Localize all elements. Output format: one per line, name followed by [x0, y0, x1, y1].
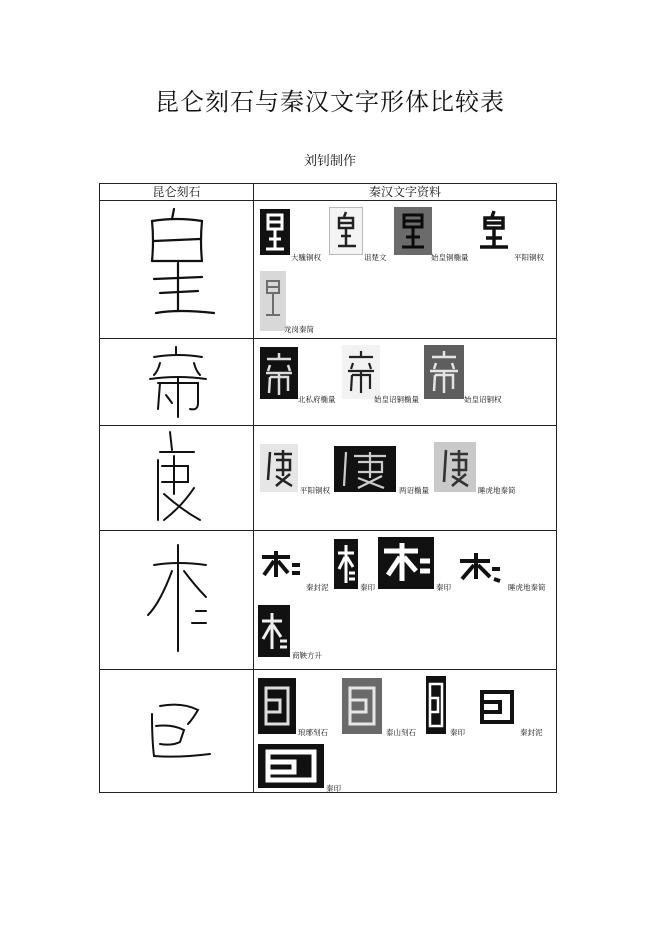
author-credit: 刘钊制作 [303, 154, 356, 169]
table-header-row [100, 184, 557, 201]
rubbing-image [424, 345, 464, 399]
kunlun-glyph-shi [102, 426, 252, 530]
rubbing-image [476, 209, 512, 253]
kunlun-glyph-cell [100, 339, 254, 426]
sample-caption: 始皇诏铜椭量 [374, 395, 419, 404]
rubbing-image [394, 207, 432, 255]
sample-caption: 大騩铜权 [291, 253, 321, 262]
column-header-qinhan: 秦汉文字资料 [254, 184, 557, 201]
sample-caption: 秦印 [436, 583, 451, 592]
sample-caption: 始皇诏铜权 [464, 395, 502, 404]
sample-caption: 两诏椭量 [399, 486, 429, 495]
rubbing-image [334, 446, 396, 492]
sample-caption: 秦封泥 [520, 728, 543, 737]
rubbing-image [342, 678, 382, 734]
rubbing-image [378, 537, 434, 589]
table-row [100, 670, 557, 793]
kunlun-glyph-cell [100, 201, 254, 339]
kunlun-glyph-di [102, 339, 252, 425]
table-row [100, 201, 557, 339]
sample-caption: 秦印 [360, 583, 375, 592]
kunlun-glyph-chen [102, 670, 252, 792]
sample-caption: 商鞅方升 [292, 651, 322, 660]
column-header-kunlun: 昆仑刻石 [100, 184, 254, 201]
table-row [100, 426, 557, 531]
rubbing-image [258, 678, 296, 734]
rubbing-image [258, 744, 324, 788]
sample-caption: 龙岗秦简 [284, 325, 314, 334]
bamboo-slip-image [434, 442, 476, 492]
rubbing-image [426, 676, 446, 734]
sample-caption: 睡虎地秦简 [508, 583, 546, 592]
sample-cell [254, 531, 557, 670]
kunlun-glyph-wudafu [102, 531, 252, 669]
sample-caption: 睡虎地秦简 [478, 486, 516, 495]
sample-caption: 北私府椭量 [298, 395, 336, 404]
kunlun-glyph-cell [100, 531, 254, 670]
comparison-table [99, 183, 557, 793]
rubbing-image [334, 539, 358, 589]
sample-caption: 平阳铜权 [514, 253, 544, 262]
sample-cell [254, 201, 557, 339]
rubbing-image [260, 444, 298, 492]
rubbing-image [260, 209, 290, 255]
sample-caption: 平阳铜权 [300, 486, 330, 495]
kunlun-glyph-cell [100, 426, 254, 531]
sample-cell [254, 670, 557, 793]
sample-caption: 秦印 [450, 728, 465, 737]
rubbing-image [454, 549, 504, 589]
rubbing-image [329, 207, 363, 255]
kunlun-glyph-cell [100, 670, 254, 793]
sample-caption: 秦印 [326, 784, 341, 793]
rubbing-image [476, 686, 518, 728]
sample-cell [254, 339, 557, 426]
rubbing-image [258, 547, 304, 583]
rubbing-image [258, 605, 290, 657]
kunlun-glyph-huang [102, 201, 252, 338]
sample-caption: 始皇铜椭量 [431, 253, 469, 262]
table-row [100, 531, 557, 670]
rubbing-image [260, 347, 298, 399]
sample-cell [254, 426, 557, 531]
sample-caption: 琅琊刻石 [298, 728, 328, 737]
rubbing-image [342, 345, 380, 399]
sample-caption: 诅楚文 [364, 253, 387, 262]
sample-caption: 秦封泥 [306, 583, 329, 592]
bamboo-slip-image [260, 271, 286, 331]
page-title: 昆仑刻石与秦汉文字形体比较表 [155, 88, 505, 116]
sample-caption: 泰山刻石 [386, 728, 416, 737]
table-row [100, 339, 557, 426]
